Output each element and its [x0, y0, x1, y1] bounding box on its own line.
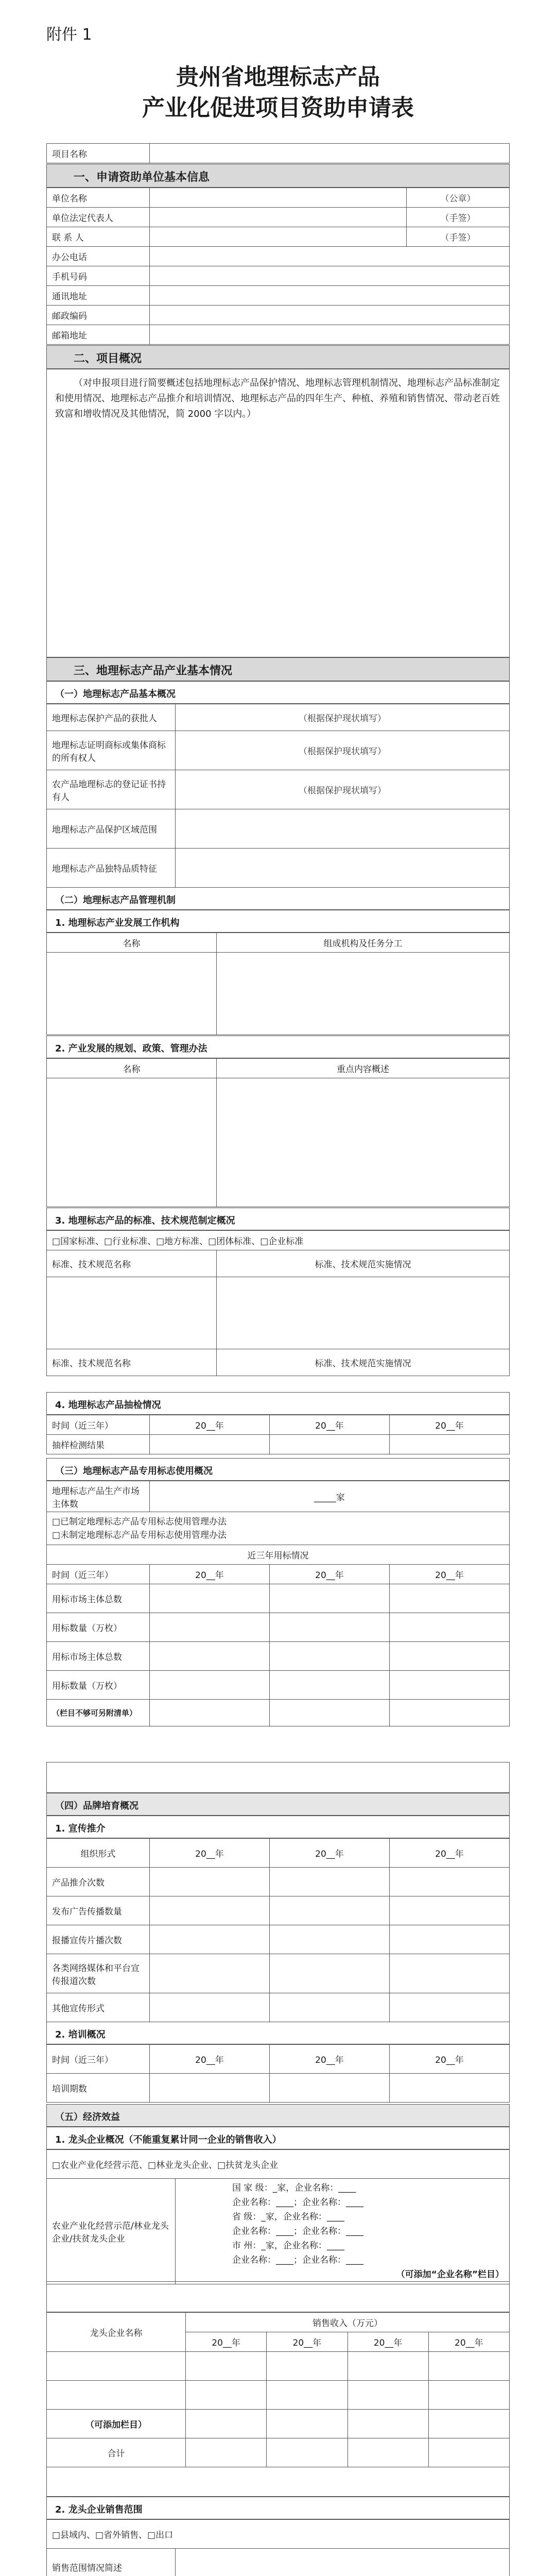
legal-rep-label: 单位法定代表人 — [47, 208, 150, 227]
mark-management-options[interactable] — [47, 1512, 510, 1545]
sales-cell[interactable] — [428, 2381, 509, 2410]
promo-year-2[interactable]: 20__年 — [270, 1839, 390, 1868]
standard-impl-label-2: 标准、技术规范实施情况 — [217, 1349, 510, 1376]
sales-cell[interactable] — [428, 2410, 509, 2438]
contact-sign: （手签） — [407, 227, 510, 247]
agri-cert-holder-value[interactable]: （根据保护现状填写） — [176, 770, 510, 809]
org-name-cell[interactable] — [47, 953, 217, 1035]
document-title-line1: 贵州省地理标志产品 — [176, 64, 380, 90]
part2-title: （二）地理标志产品管理机制 — [46, 887, 510, 910]
inspection-table — [46, 1415, 510, 1454]
email-label: 邮箱地址 — [47, 325, 150, 345]
promo-row-4: 各类网络媒体和平台宣传报道次数 — [47, 1954, 150, 1993]
project-name-value[interactable] — [150, 144, 510, 163]
mark-usage-table — [46, 1481, 510, 1726]
legal-rep-sign: （手签） — [407, 208, 510, 227]
usage-cell[interactable] — [150, 1700, 270, 1726]
section3-title: 三、地理标志产品产业基本情况 — [46, 657, 510, 681]
part5-s2-title: 2. 龙头企业销售范围 — [46, 2497, 510, 2519]
sales-cell[interactable] — [348, 2352, 428, 2381]
email-value[interactable] — [150, 325, 510, 345]
sales-cell[interactable] — [348, 2381, 428, 2410]
trademark-owner-value[interactable]: （根据保护现状填写） — [176, 731, 510, 770]
usage-row-4-label: 用标数量（万枚） — [47, 1671, 150, 1700]
promo-cell[interactable] — [270, 1868, 390, 1896]
usage-cell[interactable] — [390, 1700, 510, 1726]
usage-cell[interactable] — [150, 1671, 270, 1700]
blank-spacer-3 — [46, 2467, 510, 2497]
inspection-result-3[interactable] — [390, 1435, 510, 1454]
promo-year-3[interactable]: 20__年 — [390, 1839, 510, 1868]
sales-header: 销售收入（万元） — [186, 2313, 510, 2332]
part3-title: （三）地理标志产品专用标志使用概况 — [46, 1458, 510, 1481]
postcode-label: 邮政编码 — [47, 306, 150, 325]
part4-s1-title: 1. 宣传推介 — [46, 1816, 510, 1838]
mobile-label: 手机号码 — [47, 266, 150, 286]
sales-scope-value[interactable] — [176, 2549, 510, 2576]
usage-row-2-label: 用标数量（万枚） — [47, 1613, 150, 1642]
postcode-value[interactable] — [150, 306, 510, 325]
training-cell[interactable] — [270, 2074, 390, 2103]
promo-cell[interactable] — [150, 1925, 270, 1954]
usage-cell[interactable] — [390, 1642, 510, 1671]
part2-s4-title: 4. 地理标志产品抽检情况 — [46, 1392, 510, 1415]
promo-cell[interactable] — [390, 1925, 510, 1954]
part4-title: （四）品牌培育概况 — [46, 1793, 510, 1816]
usage-cell[interactable] — [270, 1584, 390, 1613]
part2-s2-title: 2. 产业发展的规划、政策、管理办法 — [46, 1036, 510, 1058]
sales-scope-options[interactable]: □县域内、□省外销售、□出口 — [47, 2520, 510, 2549]
office-phone-value[interactable] — [150, 247, 510, 266]
promo-row-2: 发布广告传播数量 — [47, 1896, 150, 1925]
leading-enterprise-table — [46, 2149, 510, 2284]
sales-total-cell[interactable] — [267, 2438, 348, 2467]
promo-cell[interactable] — [150, 1954, 270, 1993]
standard-name-cell[interactable] — [47, 1277, 217, 1349]
training-year-1[interactable]: 20__年 — [150, 2045, 270, 2074]
org-duty-cell[interactable] — [217, 953, 510, 1035]
enterprise-detail[interactable] — [176, 2179, 510, 2284]
usage-row-3-label: 用标市场主体总数 — [47, 1642, 150, 1671]
unit-name-value[interactable] — [150, 188, 407, 208]
org-name-header: 名称 — [47, 933, 217, 953]
legal-rep-value[interactable] — [150, 208, 407, 227]
sales-cell[interactable] — [186, 2381, 267, 2410]
enterprise-type-options[interactable]: □农业产业化经营示范、□林业龙头企业、□扶贫龙头企业 — [47, 2150, 510, 2179]
protection-area-value[interactable] — [176, 809, 510, 849]
contact-value[interactable] — [150, 227, 407, 247]
project-name-label: 项目名称 — [47, 144, 150, 163]
address-label: 通讯地址 — [47, 286, 150, 306]
promo-row-5: 其他宣传形式 — [47, 1993, 150, 2022]
part1-title: （一）地理标志产品基本概况 — [46, 681, 510, 704]
policy-name-header: 名称 — [47, 1059, 217, 1078]
sales-cell[interactable] — [348, 2410, 428, 2438]
promo-form-label: 组织形式 — [47, 1839, 150, 1868]
sales-cell[interactable] — [186, 2352, 267, 2381]
usage-year-1[interactable]: 20__年 — [150, 1565, 270, 1584]
sales-cell[interactable] — [267, 2381, 348, 2410]
sales-total-cell[interactable] — [186, 2438, 267, 2467]
sales-cell[interactable] — [267, 2352, 348, 2381]
usage-title: 近三年用标情况 — [47, 1545, 510, 1565]
standard-name-label-2: 标准、技术规范名称 — [47, 1349, 217, 1376]
section1-title: 一、申请资助单位基本信息 — [46, 164, 510, 188]
sales-total-cell[interactable] — [348, 2438, 428, 2467]
enterprise-type-label: 农业产业化经营示范/林业龙头企业/扶贫龙头企业 — [47, 2179, 176, 2284]
document-title-line2: 产业化促进项目资助申请表 — [142, 95, 414, 121]
usage-cell[interactable] — [270, 1700, 390, 1726]
standard-impl-cell[interactable] — [217, 1277, 510, 1349]
inspection-time-label: 时间（近三年） — [47, 1415, 150, 1435]
enterprise-line-1: 国 家 级：_家，企业名称：____ — [232, 2183, 356, 2193]
inspection-year-1[interactable]: 20__年 — [150, 1415, 270, 1435]
promo-year-1[interactable]: 20__年 — [150, 1839, 270, 1868]
sales-scope-label: 销售范围情况简述 — [47, 2549, 176, 2576]
sales-cell[interactable] — [428, 2352, 509, 2381]
trademark-owner-label: 地理标志证明商标或集体商标的所有权人 — [47, 731, 176, 770]
usage-cell[interactable] — [390, 1613, 510, 1642]
standard-table — [46, 1230, 510, 1376]
sales-total-cell[interactable] — [428, 2438, 509, 2467]
enterprise-line-5: 市 州：_家，企业名称：____ — [232, 2241, 344, 2251]
policy-content-cell[interactable] — [217, 1078, 510, 1207]
usage-year-3[interactable]: 20__年 — [390, 1565, 510, 1584]
mark-mgmt-option-2[interactable]: □未制定地理标志产品专用标志使用管理办法 — [52, 1530, 227, 1540]
quality-feature-label: 地理标志产品独特品质特征 — [47, 849, 176, 888]
sales-cell[interactable] — [186, 2410, 267, 2438]
market-entity-value[interactable]: _____家 — [150, 1481, 510, 1512]
usage-cell[interactable] — [150, 1584, 270, 1613]
usage-year-2[interactable]: 20__年 — [270, 1565, 390, 1584]
enterprise-line-3: 省 级：_家，企业名称：____ — [232, 2212, 344, 2222]
promo-cell[interactable] — [270, 1993, 390, 2022]
unit-name-label: 单位名称 — [47, 188, 150, 208]
promo-row-1: 产品推介次数 — [47, 1868, 150, 1896]
attachment-label: 附件 1 — [46, 26, 92, 44]
mark-mgmt-option-1[interactable]: □已制定地理标志产品专用标志使用管理办法 — [52, 1516, 227, 1527]
protection-area-label: 地理标志产品保护区域范围 — [47, 809, 176, 849]
policy-content-header: 重点内容概述 — [217, 1059, 510, 1078]
sales-year-2[interactable]: 20__年 — [267, 2332, 348, 2352]
usage-time-label: 时间（近三年） — [47, 1565, 150, 1584]
sales-company-cell[interactable] — [47, 2381, 186, 2410]
enterprise-line-6: 企业名称：____；企业名称：____ — [232, 2255, 363, 2265]
training-cell[interactable] — [390, 2074, 510, 2103]
training-year-2[interactable]: 20__年 — [270, 2045, 390, 2074]
inspection-result-label: 抽样检测结果 — [47, 1435, 150, 1454]
part4-s2-title: 2. 培训概况 — [46, 2022, 510, 2044]
blank-spacer-2 — [46, 2281, 510, 2312]
standard-type-options[interactable]: □国家标准、□行业标准、□地方标准、□团体标准、□企业标准 — [47, 1231, 510, 1250]
agri-cert-holder-label: 农产品地理标志的登记证书持有人 — [47, 770, 176, 809]
training-year-3[interactable]: 20__年 — [390, 2045, 510, 2074]
project-name-row — [46, 143, 510, 163]
gi-approver-label: 地理标志保护产品的获批人 — [47, 704, 176, 731]
promo-cell[interactable] — [270, 1925, 390, 1954]
enterprise-add-note: （可添加“企业名称”栏目） — [396, 2269, 504, 2280]
promo-cell[interactable] — [150, 1868, 270, 1896]
promo-cell[interactable] — [270, 1954, 390, 1993]
enterprise-line-2: 企业名称：____；企业名称：____ — [232, 2197, 363, 2208]
promotion-table — [46, 1838, 510, 2022]
sales-scope-table — [46, 2519, 510, 2576]
sales-year-3[interactable]: 20__年 — [348, 2332, 428, 2352]
training-cell[interactable] — [150, 2074, 270, 2103]
sales-year-4[interactable]: 20__年 — [428, 2332, 509, 2352]
part5-title: （五）经济效益 — [46, 2104, 510, 2127]
enterprise-sales-table — [46, 2312, 510, 2467]
part2-s3-title: 3. 地理标志产品的标准、技术规范制定概况 — [46, 1208, 510, 1230]
training-time-label: 时间（近三年） — [47, 2045, 150, 2074]
policy-table — [46, 1058, 510, 1207]
quality-feature-value[interactable] — [176, 849, 510, 888]
sales-company-cell[interactable] — [47, 2352, 186, 2381]
org-table — [46, 933, 510, 1035]
sales-add-column: （可添加栏目） — [47, 2410, 186, 2438]
section2-note: （对申报项目进行简要概述包括地理标志产品保护情况、地理标志管理机制情况、地理标志产品标准制定和使用情况、地理标志产品推介和培训情况、地理标志产品的四年生产、种植、养殖和销售情况、带动老百姓致富和增收情况及其他情况，简 2000 字以内。） — [55, 378, 500, 419]
section2-title: 二、项目概况 — [46, 345, 510, 369]
standard-name-label-1: 标准、技术规范名称 — [47, 1250, 217, 1277]
promo-cell[interactable] — [270, 1896, 390, 1925]
company-name-header: 龙头企业名称 — [47, 2313, 186, 2352]
inspection-result-2[interactable] — [270, 1435, 390, 1454]
training-count-label: 培训期数 — [47, 2074, 150, 2103]
promo-cell[interactable] — [390, 1868, 510, 1896]
usage-row-1-label: 用标市场主体总数 — [47, 1584, 150, 1613]
usage-cell[interactable] — [150, 1613, 270, 1642]
usage-cell[interactable] — [390, 1671, 510, 1700]
mobile-value[interactable] — [150, 266, 510, 286]
promo-row-3: 报播宣传片播次数 — [47, 1925, 150, 1954]
gi-approver-value[interactable]: （根据保护现状填写） — [176, 704, 510, 731]
part2-s1-title: 1. 地理标志产业发展工作机构 — [46, 910, 510, 933]
usage-cell[interactable] — [270, 1613, 390, 1642]
contact-label: 联 系 人 — [47, 227, 150, 247]
usage-cell[interactable] — [390, 1584, 510, 1613]
office-phone-label: 办公电话 — [47, 247, 150, 266]
enterprise-line-4: 企业名称：____；企业名称：____ — [232, 2226, 363, 2236]
promo-cell[interactable] — [150, 1896, 270, 1925]
inspection-year-2[interactable]: 20__年 — [270, 1415, 390, 1435]
sales-cell[interactable] — [267, 2410, 348, 2438]
market-entity-label: 地理标志产品生产市场主体数 — [47, 1481, 150, 1512]
promo-cell[interactable] — [390, 1896, 510, 1925]
section1-table — [46, 188, 510, 345]
usage-cell[interactable] — [150, 1642, 270, 1671]
org-duty-header: 组成机构及任务分工 — [217, 933, 510, 953]
part1-table — [46, 704, 510, 888]
sales-year-1[interactable]: 20__年 — [186, 2332, 267, 2352]
section2-overview[interactable] — [46, 369, 510, 657]
usage-cell[interactable] — [270, 1642, 390, 1671]
inspection-year-3[interactable]: 20__年 — [390, 1415, 510, 1435]
blank-spacer-1 — [46, 1762, 510, 1793]
training-table — [46, 2044, 510, 2103]
unit-name-seal: （公章） — [407, 188, 510, 208]
policy-name-cell[interactable] — [47, 1078, 217, 1207]
address-value[interactable] — [150, 286, 510, 306]
usage-cell[interactable] — [270, 1671, 390, 1700]
sales-total-label: 合计 — [47, 2438, 186, 2467]
promo-cell[interactable] — [390, 1993, 510, 2022]
promo-cell[interactable] — [150, 1993, 270, 2022]
promo-cell[interactable] — [390, 1954, 510, 1993]
standard-impl-label-1: 标准、技术规范实施情况 — [217, 1250, 510, 1277]
usage-add-note: （栏目不够可另附清单） — [47, 1700, 150, 1726]
part5-s1-title: 1. 龙头企业概况（不能重复累计同一企业的销售收入） — [46, 2127, 510, 2149]
inspection-result-1[interactable] — [150, 1435, 270, 1454]
